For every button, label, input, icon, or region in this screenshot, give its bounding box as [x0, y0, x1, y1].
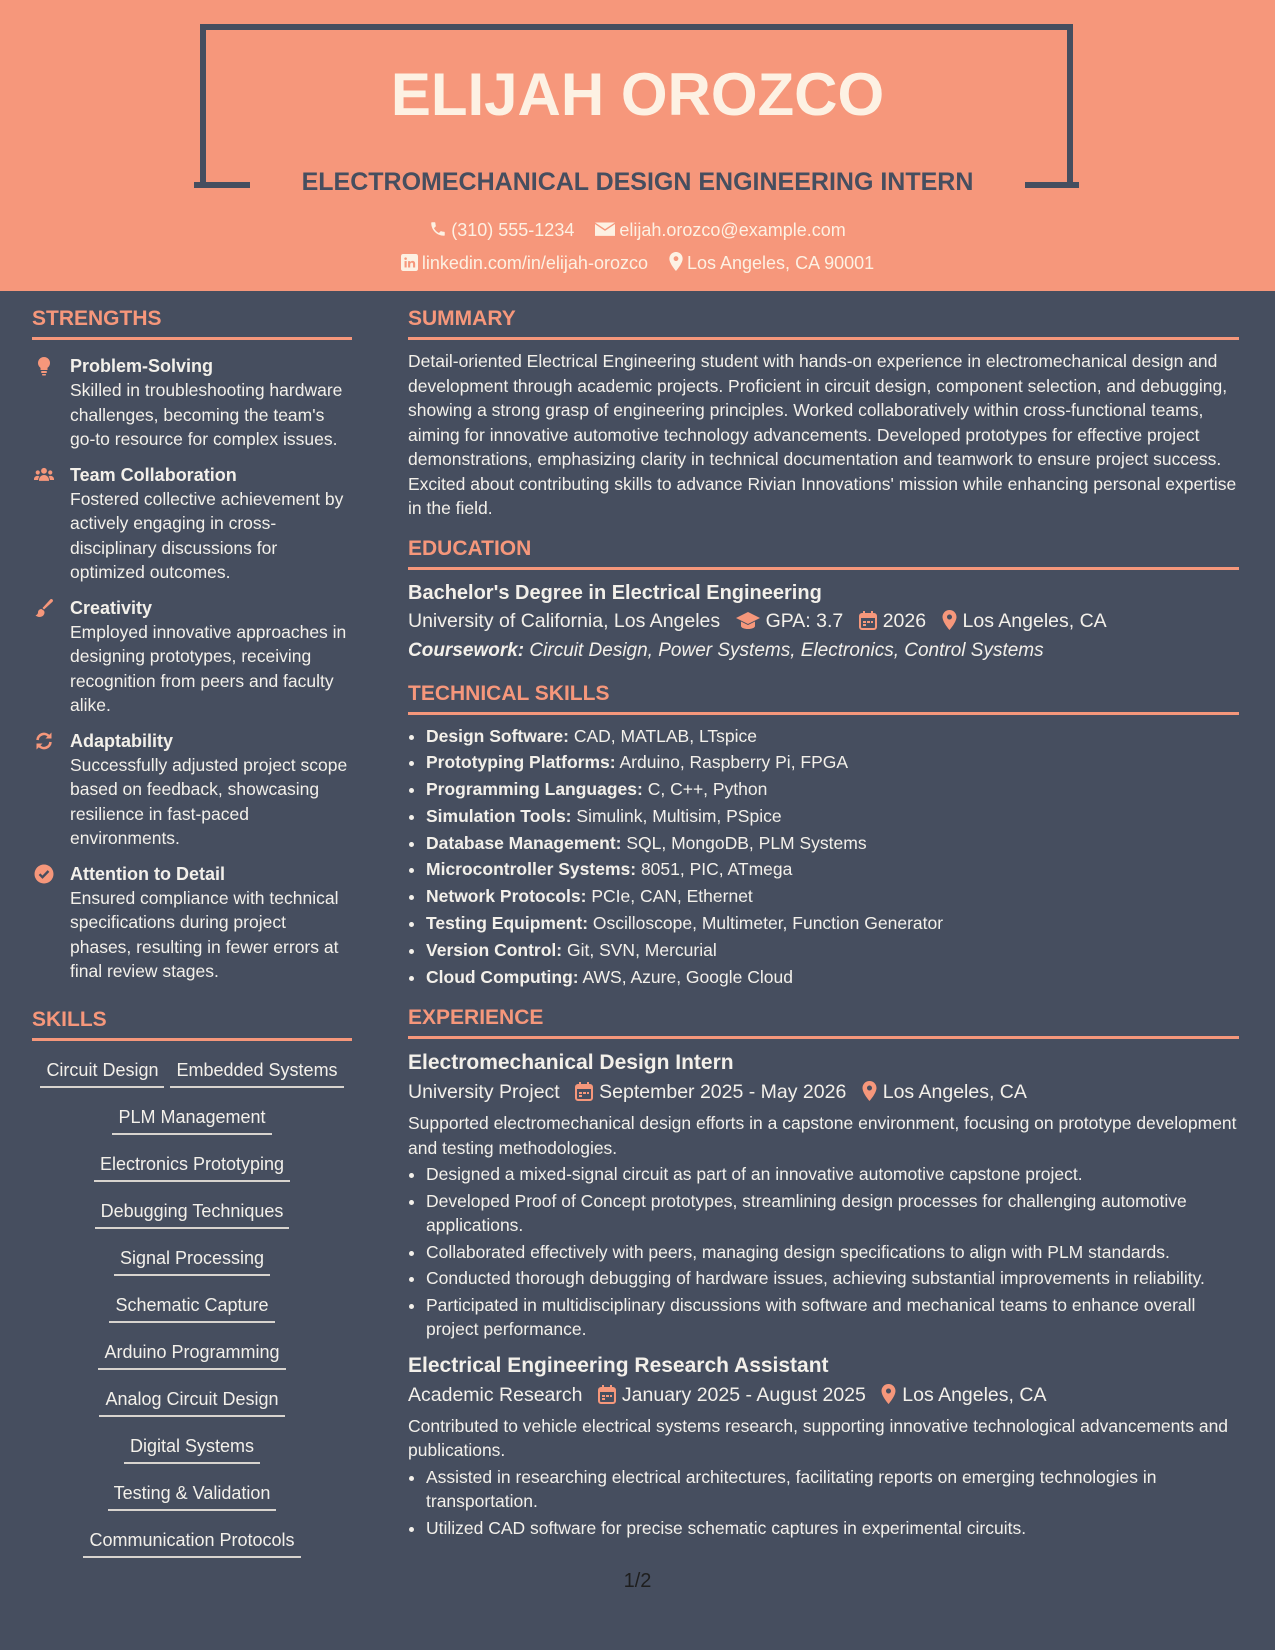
experience-heading: EXPERIENCE [408, 1004, 1239, 1039]
job-title: Electromechanical Design Intern [408, 1051, 734, 1075]
tech-value: 8051, PIC, ATmega [640, 859, 793, 880]
tech-value: C, C++, Python [647, 779, 768, 800]
right-column [408, 305, 1239, 1542]
education-heading: EDUCATION [408, 535, 1239, 570]
calendar-icon [598, 1385, 616, 1404]
skill-tag: Schematic Capture [109, 1290, 274, 1323]
email-contact[interactable] [595, 220, 845, 241]
skill-tag: Embedded Systems [170, 1055, 343, 1088]
strength-desc: Employed innovative approaches in designing prototypes, receiving recognition from peers and faculty alike. [70, 621, 347, 715]
strength-desc: Successfully adjusted project scope based on feedback, showcasing resilience in fast-paced environments. [70, 754, 348, 848]
job-description: Contributed to vehicle electrical systems research, supporting innovative technological advancements and publications. [408, 1415, 1229, 1461]
strength-desc: Skilled in troubleshooting hardware challenges, becoming the team's go-to resource for complex issues. [70, 380, 343, 449]
header-banner [0, 0, 1275, 291]
tech-label: Design Software: [426, 725, 569, 746]
strength-desc: Ensured compliance with technical specifications during project phases, resulting in fewer errors at final review stages. [70, 887, 339, 981]
list-item: • Collaborated effectively with peers, managing design specifications to align with PLM standards. [426, 1240, 1239, 1265]
skill-tag: Digital Systems [124, 1431, 260, 1464]
contact-row-2 [0, 252, 1275, 274]
left-column [32, 305, 352, 1572]
tech-label: Microcontroller Systems: [426, 859, 637, 880]
skills-list [32, 1055, 352, 1572]
strength-desc: Fostered collective achievement by actively engaging in cross-disciplinary discussions for optimized outcomes. [70, 488, 344, 582]
job-bullets [408, 1465, 1239, 1541]
skill-tag: Testing & Validation [108, 1478, 277, 1511]
tech-label: Network Protocols: [426, 886, 587, 907]
map-pin-icon [862, 1081, 877, 1101]
list-item: • Utilized CAD software for precise schematic captures in experimental circuits. [426, 1516, 1239, 1541]
strengths-heading: STRENGTHS [32, 305, 352, 340]
job-location: Los Angeles, CA [882, 1081, 1027, 1104]
school-name: University of California, Los Angeles [408, 609, 721, 632]
tech-value: SQL, MongoDB, PLM Systems [626, 832, 867, 853]
strength-item [32, 729, 352, 851]
job-dates: September 2025 - May 2026 [599, 1081, 847, 1104]
contact-row-1 [0, 220, 1275, 241]
job-bullets [408, 1162, 1239, 1342]
experience-entry [408, 1049, 1239, 1342]
phone-contact[interactable] [429, 220, 574, 241]
coursework-label: Coursework: [408, 639, 525, 661]
education-location: Los Angeles, CA [962, 609, 1107, 632]
list-item [426, 723, 1239, 750]
job-description: Supported electromechanical design efforts in a capstone environment, focusing on prototype development and testing methodologies. [408, 1113, 1237, 1158]
email-text: elijah.orozco@example.com [619, 220, 846, 240]
linkedin-text: linkedin.com/in/elijah-orozco [421, 253, 648, 273]
skill-tag: PLM Management [112, 1102, 271, 1135]
list-item: • Developed Proof of Concept prototypes, streamlining design processes for challenging automotive applications. [426, 1189, 1239, 1238]
check-circle-icon [34, 864, 54, 884]
tech-value: Git, SVN, Mercurial [567, 939, 717, 960]
skill-tag: Arduino Programming [98, 1337, 285, 1370]
users-icon [34, 465, 54, 485]
tech-value: Arduino, Raspberry Pi, FPGA [619, 752, 849, 773]
list-item [426, 910, 1239, 937]
skills-heading: SKILLS [32, 1006, 352, 1041]
map-pin-icon [669, 252, 683, 271]
list-item [426, 856, 1239, 883]
linkedin-contact[interactable] [401, 253, 648, 274]
list-item: • Assisted in researching electrical architectures, facilitating reports on emerging technologies in transportation. [426, 1465, 1239, 1514]
tech-label: Simulation Tools: [426, 805, 572, 826]
list-item: • Participated in multidisciplinary discussions with software and mechanical teams to enhance overall project performance. [426, 1293, 1239, 1342]
job-title: ELECTROMECHANICAL DESIGN ENGINEERING INTERN [301, 168, 974, 196]
job-dates: January 2025 - August 2025 [621, 1383, 866, 1406]
graduation-cap-icon [736, 612, 760, 630]
graduation-year: 2026 [882, 609, 927, 632]
job-location: Los Angeles, CA [902, 1383, 1047, 1406]
tech-label: Prototyping Platforms: [426, 752, 616, 773]
skill-tag: Communication Protocols [83, 1525, 300, 1558]
envelope-icon [595, 222, 615, 238]
calendar-icon [859, 611, 877, 630]
experience-entry [408, 1352, 1239, 1541]
tech-value: Simulink, Multisim, PSpice [576, 805, 782, 826]
technical-skills-heading: TECHNICAL SKILLS [408, 680, 1239, 715]
strength-name: Attention to Detail [70, 863, 225, 884]
strength-item [32, 463, 352, 585]
phone-text: (310) 555-1234 [451, 220, 575, 240]
skill-tag: Analog Circuit Design [99, 1384, 284, 1417]
tech-value: CAD, MATLAB, LTspice [573, 725, 757, 746]
map-pin-icon [942, 610, 957, 630]
candidate-name: ELIJAH OROZCO [390, 61, 885, 128]
strength-name: Creativity [70, 597, 153, 618]
skill-tag: Debugging Techniques [95, 1196, 290, 1229]
tech-value: AWS, Azure, Google Cloud [582, 966, 793, 987]
strength-item [32, 354, 352, 452]
list-item [426, 803, 1239, 830]
list-item [426, 883, 1239, 910]
strength-name: Team Collaboration [70, 464, 237, 485]
page-indicator: 1/2 [623, 1570, 652, 1592]
list-item [426, 830, 1239, 857]
job-org: University Project [408, 1081, 560, 1104]
tech-label: Programming Languages: [426, 779, 643, 800]
strength-item [32, 596, 352, 718]
technical-skills-list [408, 723, 1239, 991]
coursework-list: Circuit Design, Power Systems, Electronics, Control Systems [529, 639, 1044, 661]
coursework [408, 636, 1239, 666]
tech-label: Cloud Computing: [426, 966, 579, 987]
strength-name: Problem-Solving [70, 356, 214, 376]
job-meta [408, 1380, 1239, 1410]
strength-name: Adaptability [70, 730, 174, 751]
gpa: GPA: 3.7 [765, 609, 844, 632]
summary-text: Detail-oriented Electrical Engineering student with hands-on experience in electromechanical design and development through academic projects. Proficient in circuit design, component selection, and debugging, showing a strong grasp of engineering principles. Worked collaboratively within cross-functional teams, aiming for innovative automotive technology advancements. Developed prototypes for effective project demonstrations, emphasizing clarity in technical documentation and teamwork to ensure project success. Excited about contributing skills to advance Rivian Innovations' mission while enhancing personal expertise in the field. [408, 351, 1237, 518]
tech-value: PCIe, CAN, Ethernet [591, 886, 753, 907]
phone-icon [429, 220, 447, 238]
summary-heading: SUMMARY [408, 305, 1239, 340]
job-title: Electrical Engineering Research Assistant [408, 1353, 829, 1377]
location-text: Los Angeles, CA 90001 [686, 253, 875, 273]
education-meta [408, 606, 1239, 636]
skill-tag: Electronics Prototyping [94, 1149, 290, 1182]
list-item [426, 776, 1239, 803]
job-meta [408, 1077, 1239, 1107]
map-pin-icon [881, 1384, 896, 1404]
location-contact [669, 252, 874, 274]
list-item [426, 964, 1239, 991]
list-item: • Conducted thorough debugging of hardware issues, achieving substantial improvements in reliability. [426, 1266, 1239, 1291]
calendar-icon [575, 1082, 593, 1101]
refresh-icon [34, 731, 54, 751]
strength-item [32, 862, 352, 984]
skill-tag: Signal Processing [114, 1243, 270, 1276]
paintbrush-icon [34, 598, 54, 618]
job-org: Academic Research [408, 1383, 583, 1406]
lightbulb-icon [34, 356, 54, 376]
degree-title: Bachelor's Degree in Electrical Engineering [408, 581, 822, 604]
tech-label: Database Management: [426, 832, 622, 853]
tech-value: Oscilloscope, Multimeter, Function Generator [592, 913, 944, 934]
skill-tag: Circuit Design [40, 1055, 164, 1088]
list-item [426, 937, 1239, 964]
list-item: • Designed a mixed-signal circuit as part of an innovative automotive capstone project. [426, 1162, 1239, 1187]
linkedin-icon [401, 254, 418, 271]
list-item [426, 749, 1239, 776]
tech-label: Testing Equipment: [426, 913, 589, 934]
tech-label: Version Control: [426, 939, 563, 960]
